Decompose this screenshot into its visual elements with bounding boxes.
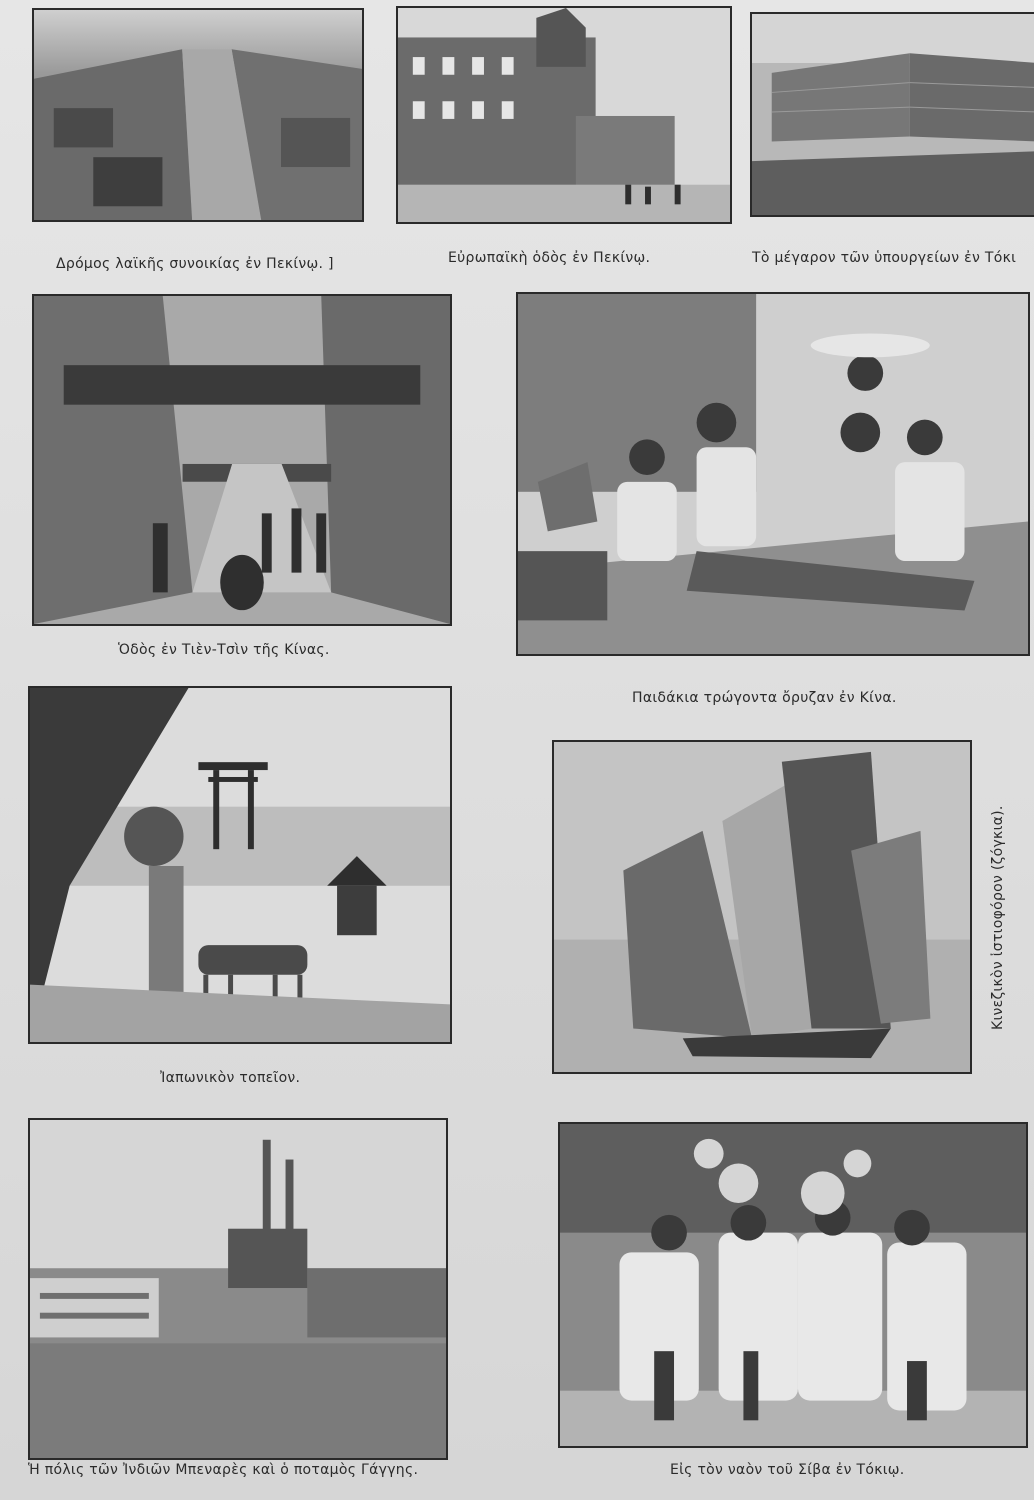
caption-chinese-junk: Κινεζικὸν ἱστιοφόρον (ζόγκια). — [990, 805, 1006, 1030]
caption-shiva-temple: Εἰς τὸν ναὸν τοῦ Σίβα ἐν Τόκιῳ. — [670, 1462, 905, 1478]
photo-tientsin-street — [32, 294, 452, 626]
caption-peking-street: Δρόμος λαϊκῆς συνοικίας ἐν Πεκίνῳ. ] — [56, 256, 334, 272]
caption-benares-ganges: Ἡ πόλις τῶν Ἰνδιῶν Μπεναρὲς καὶ ὁ ποταμὸς Γάγγης. — [28, 1462, 419, 1478]
photo-children-eating — [516, 292, 1030, 656]
photo-ministries-building — [750, 12, 1034, 217]
caption-ministries-building: Τὸ μέγαρον τῶν ὑπουργείων ἐν Τόκι — [752, 250, 1017, 266]
photo-shiva-temple — [558, 1122, 1028, 1448]
caption-tientsin-street: Ὁδὸς ἐν Τιὲν-Τσὶν τῆς Κίνας. — [118, 642, 330, 658]
photo-peking-street — [32, 8, 364, 222]
photo-benares-ganges — [28, 1118, 448, 1460]
photo-chinese-junk — [552, 740, 972, 1074]
caption-european-street: Εὐρωπαϊκὴ ὁδὸς ἐν Πεκίνῳ. — [448, 250, 651, 266]
caption-children-eating: Παιδάκια τρώγοντα ὄρυζαν ἐν Κίνα. — [632, 690, 897, 706]
caption-japanese-landscape: Ἰαπωνικὸν τοπεῖον. — [160, 1070, 301, 1086]
photo-japanese-landscape — [28, 686, 452, 1044]
photo-european-street — [396, 6, 732, 224]
